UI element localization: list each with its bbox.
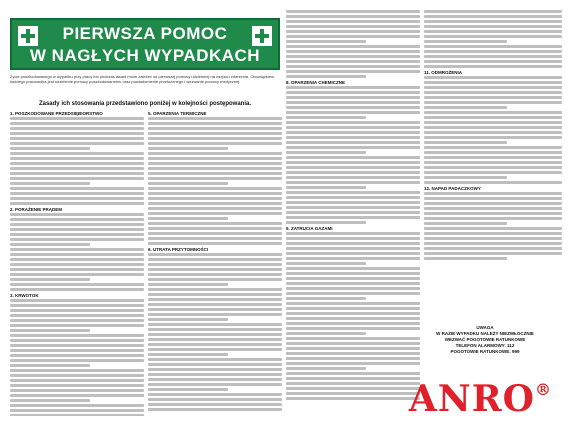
text-line	[148, 202, 282, 205]
text-block	[286, 232, 420, 400]
text-line	[10, 329, 90, 332]
text-line	[10, 202, 144, 205]
text-line	[424, 45, 562, 48]
text-line	[286, 191, 420, 194]
text-line	[286, 322, 420, 325]
text-line	[286, 151, 366, 154]
text-line	[148, 363, 282, 366]
text-line	[286, 247, 420, 250]
text-line	[286, 136, 420, 139]
text-line	[424, 146, 562, 149]
text-line	[148, 323, 282, 326]
text-line	[286, 216, 420, 219]
text-line	[424, 106, 507, 109]
text-line	[10, 182, 90, 185]
text-line	[424, 60, 562, 63]
text-line	[286, 171, 420, 174]
text-line	[148, 283, 228, 286]
text-line	[148, 212, 282, 215]
text-line	[286, 302, 420, 305]
text-line	[424, 237, 562, 240]
text-line	[148, 303, 282, 306]
text-line	[286, 86, 420, 89]
text-line	[10, 283, 144, 286]
text-line	[148, 142, 282, 145]
text-line	[10, 197, 144, 200]
text-line	[424, 111, 562, 114]
text-line	[148, 378, 282, 381]
text-line	[286, 332, 366, 335]
text-line	[148, 293, 282, 296]
text-line	[148, 253, 282, 256]
text-line	[10, 319, 144, 322]
text-line	[424, 126, 562, 129]
text-line	[286, 337, 420, 340]
text-line	[286, 272, 420, 275]
column-3	[286, 10, 420, 416]
text-line	[10, 177, 144, 180]
text-line	[148, 403, 282, 406]
section-heading: 11. ODMROŻENIA	[424, 70, 463, 75]
text-line	[286, 342, 420, 345]
text-line	[10, 248, 144, 251]
text-block	[10, 117, 144, 205]
text-line	[148, 333, 282, 336]
text-line	[148, 318, 228, 321]
text-line	[424, 156, 562, 159]
text-line	[10, 364, 90, 367]
text-line	[10, 268, 144, 271]
section-heading: 12. NAPAD PADACZKOWY	[424, 186, 481, 191]
notice-line: TELEFON ALARMOWY: 112	[455, 343, 515, 348]
text-line	[286, 262, 366, 265]
text-line	[10, 147, 90, 150]
brand-logo	[409, 378, 552, 420]
text-line	[10, 157, 144, 160]
text-line	[286, 362, 420, 365]
text-line	[10, 152, 144, 155]
text-line	[148, 147, 228, 150]
text-line	[286, 141, 420, 144]
text-line	[148, 197, 282, 200]
text-line	[10, 253, 144, 256]
text-line	[286, 277, 420, 280]
text-line	[148, 167, 282, 170]
text-line	[148, 207, 282, 210]
text-line	[286, 282, 420, 285]
text-line	[148, 288, 282, 291]
text-line	[148, 192, 282, 195]
text-line	[148, 258, 282, 261]
text-line	[424, 171, 562, 174]
text-block	[10, 213, 144, 291]
text-line	[148, 242, 282, 245]
text-line	[286, 372, 420, 375]
text-line	[286, 91, 420, 94]
text-line	[286, 146, 420, 149]
text-line	[286, 35, 420, 38]
text-line	[424, 181, 562, 184]
text-line	[286, 242, 420, 245]
text-line	[286, 367, 366, 370]
text-line	[424, 121, 562, 124]
section-heading: 1. POSZKODOWANE PRZEDSIĘBIORSTWO	[10, 111, 103, 116]
text-line	[148, 268, 282, 271]
text-line	[286, 156, 420, 159]
text-line	[286, 116, 366, 119]
text-line	[424, 202, 562, 205]
text-line	[286, 60, 420, 63]
text-line	[286, 237, 420, 240]
brand-name: ANRO	[408, 378, 535, 420]
text-line	[286, 70, 420, 73]
text-line	[10, 339, 144, 342]
text-line	[286, 25, 420, 28]
text-line	[10, 399, 90, 402]
text-line	[286, 392, 420, 395]
text-line	[286, 297, 366, 300]
text-line	[286, 211, 420, 214]
text-line	[148, 232, 282, 235]
text-line	[10, 374, 144, 377]
text-line	[286, 201, 420, 204]
text-line	[286, 161, 420, 164]
text-line	[10, 218, 144, 221]
text-line	[424, 161, 562, 164]
text-line	[10, 379, 144, 382]
text-line	[424, 207, 562, 210]
text-line	[286, 50, 420, 53]
text-line	[424, 212, 562, 215]
text-line	[148, 393, 282, 396]
column-1	[10, 110, 144, 416]
text-line	[148, 298, 282, 301]
text-line	[10, 324, 144, 327]
text-line	[148, 157, 282, 160]
text-line	[424, 252, 562, 255]
text-line	[424, 15, 562, 18]
column-4	[424, 10, 562, 416]
text-line	[148, 348, 282, 351]
text-line	[10, 334, 144, 337]
text-line	[286, 20, 420, 23]
text-line	[286, 312, 420, 315]
text-line	[286, 327, 420, 330]
text-line	[148, 177, 282, 180]
text-line	[10, 349, 144, 352]
text-block	[424, 76, 562, 184]
text-line	[10, 213, 144, 216]
section-heading: 2. PORAŻENIE PRĄDEM	[10, 207, 63, 212]
text-line	[286, 15, 420, 18]
text-line	[10, 132, 144, 135]
text-line	[148, 273, 282, 276]
text-line	[286, 347, 420, 350]
text-line	[10, 172, 144, 175]
text-line	[286, 131, 420, 134]
text-line	[286, 45, 420, 48]
text-line	[10, 278, 90, 281]
text-line	[424, 257, 507, 260]
text-line	[286, 106, 420, 109]
text-line	[286, 252, 420, 255]
text-line	[424, 65, 562, 68]
text-line	[148, 263, 282, 266]
text-line	[148, 227, 282, 230]
text-line	[10, 238, 144, 241]
text-line	[10, 309, 144, 312]
text-line	[148, 117, 282, 120]
text-line	[286, 96, 420, 99]
text-line	[10, 243, 90, 246]
text-line	[424, 86, 562, 89]
text-line	[286, 257, 420, 260]
text-line	[10, 369, 144, 372]
text-line	[10, 117, 144, 120]
text-line	[10, 167, 144, 170]
text-line	[10, 223, 144, 226]
text-line	[286, 101, 420, 104]
text-line	[148, 137, 282, 140]
text-line	[10, 299, 144, 302]
text-line	[424, 227, 562, 230]
text-line	[10, 394, 144, 397]
text-line	[424, 141, 507, 144]
text-line	[10, 409, 144, 412]
column-2	[148, 110, 282, 416]
text-line	[148, 122, 282, 125]
text-line	[10, 389, 144, 392]
text-line	[286, 176, 420, 179]
text-line	[424, 242, 562, 245]
text-line	[286, 352, 420, 355]
text-line	[10, 137, 144, 140]
text-line	[148, 373, 282, 376]
text-line	[286, 55, 420, 58]
notice-line: POGOTOWIE RATUNKOWE: 999	[450, 349, 520, 354]
text-line	[10, 192, 144, 195]
title-line-2: W NAGŁYCH WYPADKACH	[29, 46, 261, 65]
text-line	[286, 126, 420, 129]
text-line	[286, 65, 420, 68]
text-line	[10, 273, 144, 276]
text-line	[424, 197, 562, 200]
emergency-notice	[420, 325, 550, 355]
text-line	[148, 313, 282, 316]
text-line	[424, 40, 507, 43]
text-line	[424, 96, 562, 99]
text-line	[286, 307, 420, 310]
text-line	[424, 76, 562, 79]
text-line	[424, 247, 562, 250]
registered-mark: ®	[535, 380, 552, 399]
text-line	[10, 314, 144, 317]
section-heading: 9. ZATRUCIA GAZAMI	[286, 226, 333, 231]
text-line	[286, 287, 420, 290]
text-line	[10, 228, 144, 231]
text-line	[424, 91, 562, 94]
text-line	[148, 328, 282, 331]
text-line	[148, 217, 228, 220]
text-line	[10, 359, 144, 362]
text-line	[286, 166, 420, 169]
text-line	[148, 237, 282, 240]
text-line	[286, 387, 420, 390]
text-line	[10, 414, 144, 416]
text-line	[424, 25, 562, 28]
text-line	[424, 10, 562, 13]
text-line	[286, 111, 420, 114]
section-subheading: Zasady ich stosowania przedstawiono poniżej w kolejności postępowania.	[38, 101, 252, 107]
text-line	[148, 222, 282, 225]
text-line	[10, 344, 144, 347]
text-line	[10, 263, 144, 266]
text-line	[10, 384, 144, 387]
text-line	[10, 233, 144, 236]
notice-line: WEZWAĆ POGOTOWIE RATUNKOWE	[444, 337, 526, 342]
text-block	[148, 253, 282, 411]
text-block	[148, 117, 282, 245]
text-line	[424, 222, 507, 225]
text-line	[424, 101, 562, 104]
text-line	[10, 122, 144, 125]
text-line	[10, 187, 144, 190]
text-line	[286, 357, 420, 360]
text-line	[424, 151, 562, 154]
text-line	[148, 308, 282, 311]
text-line	[286, 186, 366, 189]
text-line	[286, 397, 420, 400]
text-line	[424, 131, 562, 134]
text-line	[10, 142, 144, 145]
text-line	[10, 304, 144, 307]
text-line	[148, 353, 228, 356]
text-line	[10, 404, 144, 407]
text-line	[286, 196, 420, 199]
text-line	[424, 176, 507, 179]
text-line	[10, 258, 144, 261]
text-line	[286, 40, 366, 43]
section-heading: 5. OPARZENIA TERMICZNE	[148, 111, 207, 116]
text-line	[286, 292, 420, 295]
title-banner	[10, 18, 280, 70]
text-line	[148, 388, 228, 391]
text-line	[286, 232, 420, 235]
text-line	[148, 132, 282, 135]
text-line	[424, 20, 562, 23]
text-line	[424, 217, 562, 220]
text-line	[10, 354, 144, 357]
text-line	[148, 162, 282, 165]
text-line	[424, 166, 562, 169]
text-line	[148, 127, 282, 130]
text-line	[424, 50, 562, 53]
text-line	[286, 377, 420, 380]
text-block	[286, 86, 420, 224]
text-line	[424, 81, 562, 84]
text-line	[424, 116, 562, 119]
text-line	[286, 181, 420, 184]
text-line	[286, 30, 420, 33]
text-line	[148, 383, 282, 386]
text-line	[148, 343, 282, 346]
text-line	[424, 232, 562, 235]
text-line	[148, 152, 282, 155]
intro-paragraph: Życie poszkodowanego w wypadku przy pracy lub podczas awarii może zależeć od pierwszej pomocy udzielonej na miejscu zdarzenia. Obowiązkiem każdego pracownika jest udzielenie pomocy poszkodowanemu oraz powiadomienie przełożonego i wezwanie pomocy medycznej.	[10, 74, 275, 84]
section-heading: 3. KRWOTOK	[10, 293, 39, 298]
notice-line: W RAZIE WYPADKU NALEŻY NIEZWŁOCZNIE	[436, 331, 534, 336]
text-line	[286, 221, 366, 224]
title-line-1: PIERWSZA POMOC	[62, 24, 228, 43]
text-line	[148, 408, 282, 411]
text-line	[424, 192, 562, 195]
text-block	[286, 10, 420, 78]
text-line	[424, 35, 562, 38]
text-line	[148, 172, 282, 175]
text-line	[286, 75, 366, 78]
text-line	[10, 288, 144, 291]
text-line	[148, 358, 282, 361]
text-line	[148, 368, 282, 371]
text-line	[286, 10, 420, 13]
text-line	[10, 162, 144, 165]
text-line	[286, 267, 420, 270]
text-line	[286, 206, 420, 209]
text-line	[148, 338, 282, 341]
text-line	[148, 187, 282, 190]
notice-line: UWAGA	[476, 325, 494, 330]
section-heading: 8. OPARZENIA CHEMICZNE	[286, 80, 346, 85]
text-line	[148, 398, 282, 401]
text-line	[286, 121, 420, 124]
text-line	[148, 278, 282, 281]
text-line	[10, 127, 144, 130]
text-line	[424, 55, 562, 58]
text-line	[148, 182, 228, 185]
section-heading: 6. UTRATA PRZYTOMNOŚCI	[148, 247, 209, 252]
text-line	[424, 136, 562, 139]
text-line	[286, 382, 420, 385]
text-block	[424, 192, 562, 260]
text-line	[424, 30, 562, 33]
text-block	[10, 299, 144, 416]
text-block	[424, 10, 562, 68]
text-line	[286, 317, 420, 320]
